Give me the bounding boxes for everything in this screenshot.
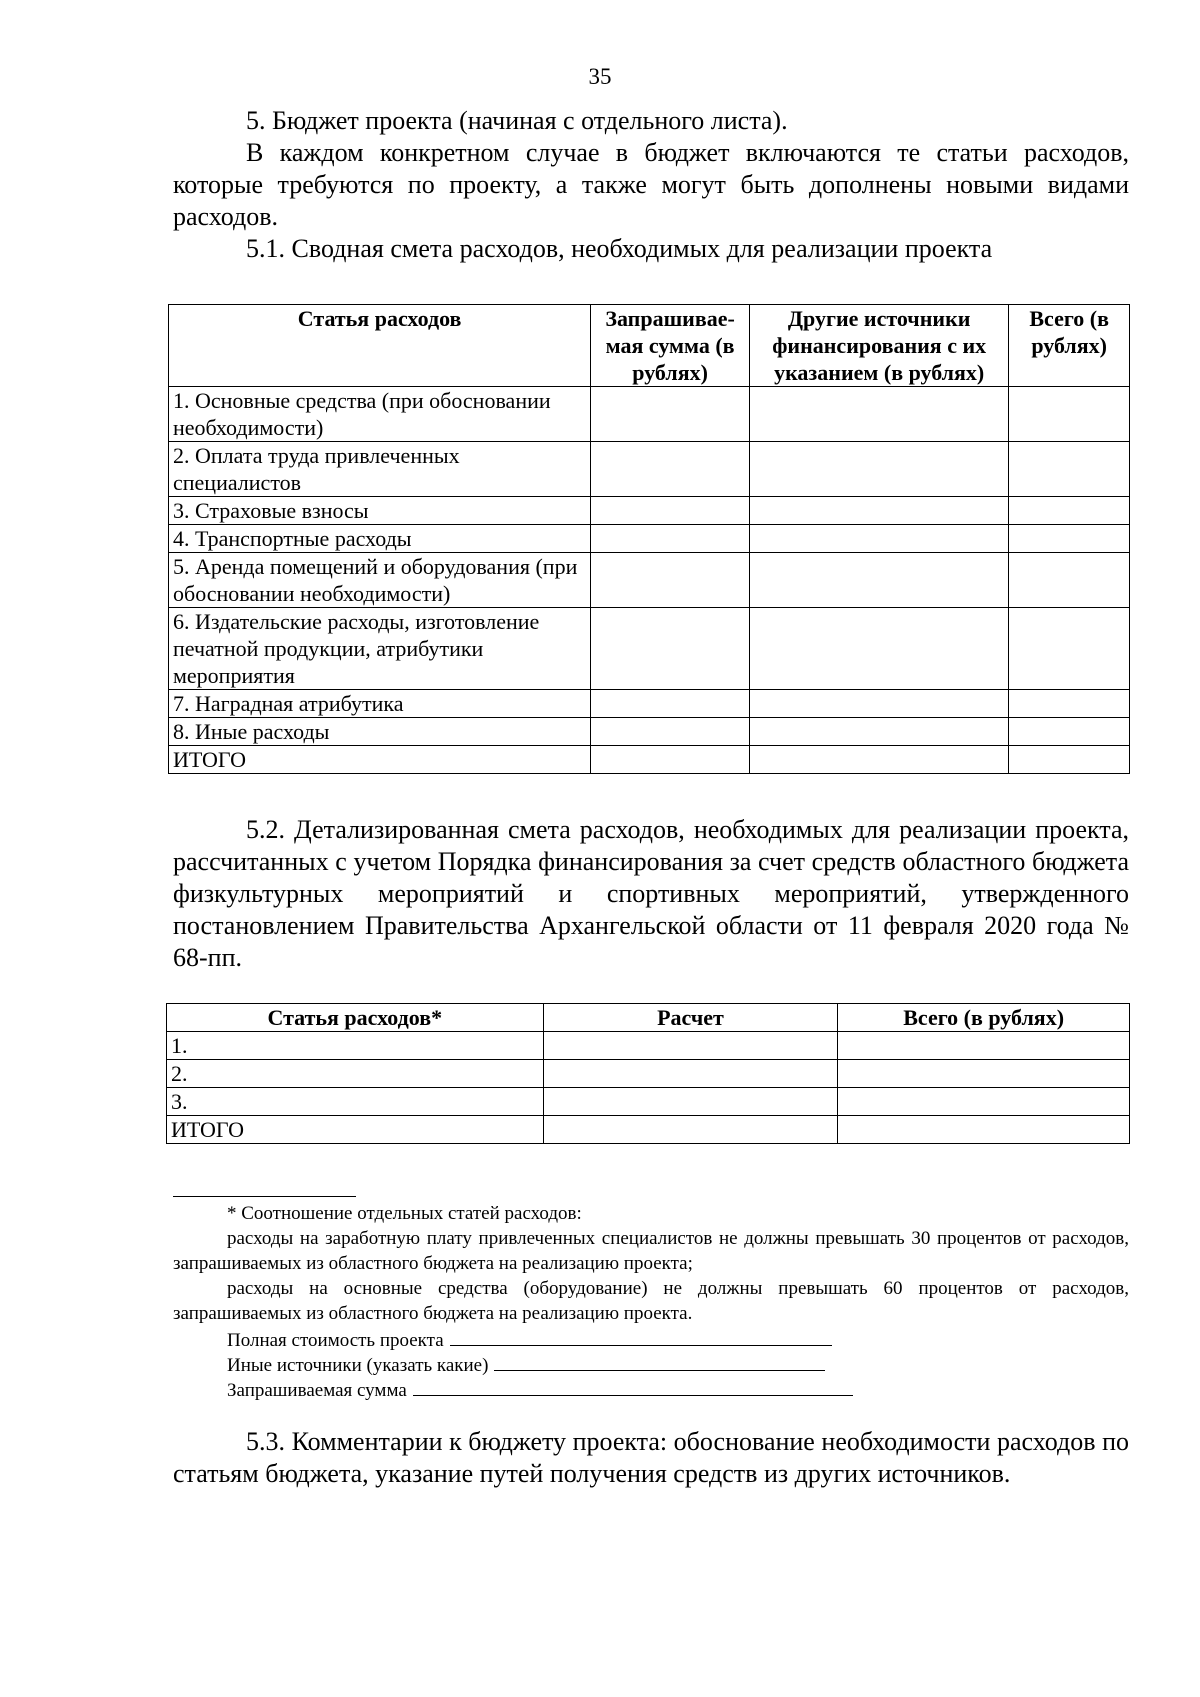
amount-cell[interactable]: [591, 608, 750, 690]
row-label: 7. Наградная атрибутика: [169, 690, 591, 718]
amount-cell[interactable]: [750, 746, 1009, 774]
summary-estimate-heading: 5.1. Сводная смета расходов, необходимых для реализации проекта: [246, 234, 993, 263]
amount-cell[interactable]: [750, 718, 1009, 746]
amount-cell[interactable]: [750, 553, 1009, 608]
table-row: [169, 525, 1130, 553]
amount-cell[interactable]: [750, 525, 1009, 553]
amount-cell[interactable]: [750, 387, 1009, 442]
row-label: 1.: [167, 1032, 544, 1060]
amount-cell[interactable]: [750, 497, 1009, 525]
requested-amount-label: Запрашиваемая сумма: [227, 1380, 407, 1401]
page-number: 35: [588, 64, 612, 89]
calc-cell[interactable]: [543, 1116, 838, 1144]
amount-cell[interactable]: [1009, 525, 1130, 553]
table-row: [169, 718, 1130, 746]
footnote-rule-2: расходы на основные средства (оборудование) не должны превышать 60 процентов от расходов, запрашиваемых из областного бюджета на реализацию проекта.: [173, 1278, 1129, 1324]
row-label: 3.: [167, 1088, 544, 1116]
amount-cell[interactable]: [838, 1116, 1130, 1144]
table-total-row: [167, 1116, 1130, 1144]
row-label: 3. Страховые взносы: [169, 497, 591, 525]
amount-cell[interactable]: [750, 442, 1009, 497]
row-label: 8. Иные расходы: [169, 718, 591, 746]
table-row: [167, 1088, 1130, 1116]
calc-cell[interactable]: [543, 1032, 838, 1060]
full-cost-line: [227, 1326, 832, 1353]
summary-estimate-table: [168, 304, 1130, 774]
amount-cell[interactable]: [591, 442, 750, 497]
amount-cell[interactable]: [750, 690, 1009, 718]
section-5-heading: [173, 105, 1129, 265]
other-sources-line: [227, 1351, 825, 1378]
table-row: [169, 497, 1130, 525]
amount-cell[interactable]: [1009, 553, 1130, 608]
header-other-sources: Другие источники финансирования с их указанием (в рублях): [750, 305, 1009, 387]
full-cost-label: Полная стоимость проекта: [227, 1330, 444, 1351]
detailed-estimate-table: [166, 1003, 1130, 1144]
amount-cell[interactable]: [838, 1088, 1130, 1116]
footnote-rule-1: расходы на заработную плату привлеченных специалистов не должны превышать 30 процентов от расходов, запрашиваемых из областного бюджета на реализацию проекта;: [173, 1228, 1129, 1274]
amount-cell[interactable]: [591, 746, 750, 774]
calc-cell[interactable]: [543, 1060, 838, 1088]
row-label: 2. Оплата труда привлеченных специалистов: [169, 442, 591, 497]
table-row: [167, 1060, 1130, 1088]
other-sources-label: Иные источники (указать какие): [227, 1355, 489, 1376]
row-label: 6. Издательские расходы, изготовление печатной продукции, атрибутики мероприятия: [169, 608, 591, 690]
amount-cell[interactable]: [591, 525, 750, 553]
table-row: [169, 442, 1130, 497]
detailed-estimate-text: 5.2. Детализированная смета расходов, необходимых для реализации проекта, рассчитанных с учетом Порядка финансирования за счет средств областного бюджета физкультурных мероприятий и спортивных мероприятий, утвержденного постановлением Правительства Архангельской области от 11 февраля 2020 года № 68-пп.: [173, 815, 1129, 972]
table-total-row: [169, 746, 1130, 774]
row-label: ИТОГО: [169, 746, 591, 774]
requested-amount-line: [227, 1376, 853, 1403]
amount-cell[interactable]: [591, 497, 750, 525]
header-expense-item: Статья расходов*: [167, 1004, 544, 1032]
amount-cell[interactable]: [591, 718, 750, 746]
other-sources-field[interactable]: [494, 1351, 825, 1371]
header-total: Всего (в рублях): [1009, 305, 1130, 387]
header-calculation: Расчет: [543, 1004, 838, 1032]
row-label: 2.: [167, 1060, 544, 1088]
full-cost-field[interactable]: [450, 1326, 832, 1346]
row-label: ИТОГО: [167, 1116, 544, 1144]
row-label: 4. Транспортные расходы: [169, 525, 591, 553]
footnote: [173, 1201, 1129, 1326]
table-row: [167, 1032, 1130, 1060]
row-label: 1. Основные средства (при обосновании необходимости): [169, 387, 591, 442]
amount-cell[interactable]: [838, 1060, 1130, 1088]
calc-cell[interactable]: [543, 1088, 838, 1116]
amount-cell[interactable]: [591, 553, 750, 608]
amount-cell[interactable]: [1009, 608, 1130, 690]
amount-cell[interactable]: [1009, 497, 1130, 525]
amount-cell[interactable]: [591, 690, 750, 718]
amount-cell[interactable]: [750, 608, 1009, 690]
amount-cell[interactable]: [1009, 690, 1130, 718]
table-row: [169, 608, 1130, 690]
amount-cell[interactable]: [1009, 442, 1130, 497]
table-header-row: [167, 1004, 1130, 1032]
budget-heading: 5. Бюджет проекта (начиная с отдельного листа).: [246, 106, 788, 135]
budget-intro: В каждом конкретном случае в бюджет включаются те статьи расходов, которые требуются по проекту, а также могут быть дополнены новыми видами расходов.: [173, 138, 1129, 231]
amount-cell[interactable]: [591, 387, 750, 442]
amount-cell[interactable]: [1009, 746, 1130, 774]
amount-cell[interactable]: [1009, 387, 1130, 442]
amount-cell[interactable]: [1009, 718, 1130, 746]
footnote-divider: [173, 1196, 356, 1197]
header-expense-item: Статья расходов: [169, 305, 591, 387]
footnote-title: * Соотношение отдельных статей расходов:: [227, 1203, 582, 1224]
header-requested-amount: Запрашивае-мая сумма (в рублях): [591, 305, 750, 387]
table-header-row: [169, 305, 1130, 387]
table-row: [169, 387, 1130, 442]
requested-amount-field[interactable]: [413, 1376, 853, 1396]
table-row: [169, 553, 1130, 608]
header-total: Всего (в рублях): [838, 1004, 1130, 1032]
amount-cell[interactable]: [838, 1032, 1130, 1060]
budget-comments-text: 5.3. Комментарии к бюджету проекта: обоснование необходимости расходов по статьям бюджета, указание путей получения средств из других источников.: [173, 1427, 1129, 1488]
row-label: 5. Аренда помещений и оборудования (при обосновании необходимости): [169, 553, 591, 608]
table-row: [169, 690, 1130, 718]
